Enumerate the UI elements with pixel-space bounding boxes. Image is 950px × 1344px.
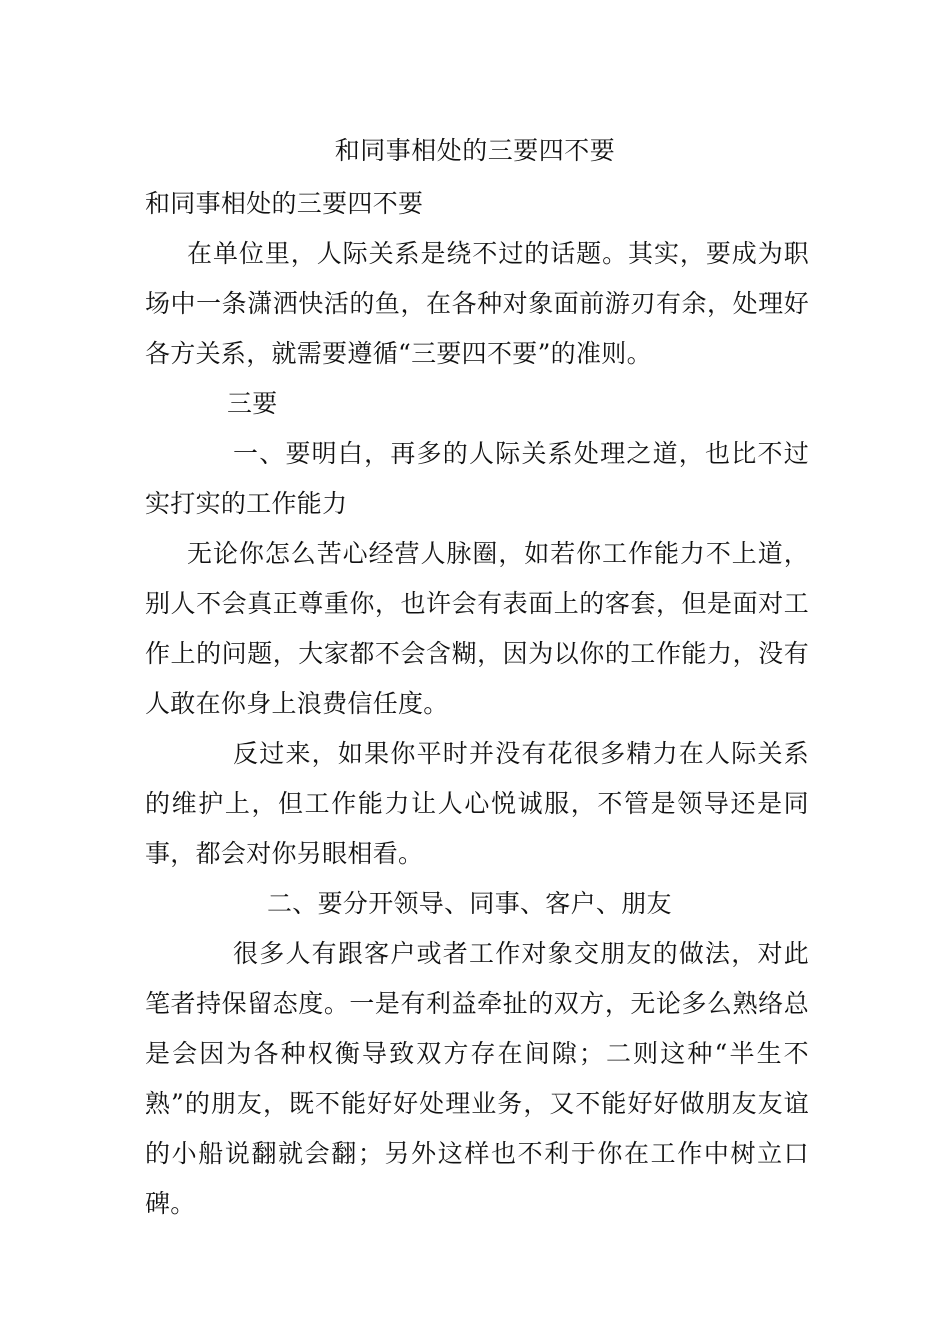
document-subtitle: 和同事相处的三要四不要 [145,189,424,218]
point-two-heading: 二、要分开领导、同事、客户、朋友 [267,889,672,918]
paragraph-intro: 在单位里，人际关系是绕不过的话题。其实，要成为职场中一条潇洒快活的鱼，在各种对象面前游刃有余，处理好各方关系，就需要遵循“三要四不要”的准则。 [145,239,809,368]
paragraph-point-two-body: 很多人有跟客户或者工作对象交朋友的做法，对此笔者持保留态度。一是有利益牵扯的双方，无论多么熟络总是会因为各种权衡导致双方存在间隙；二则这种“半生不熟”的朋友，既不能好好处理业务，又不能好好做朋友友谊的小船说翻就会翻；另外这样也不利于你在工作中树立口碑。 [145,939,809,1218]
paragraph-point-one-body-1: 无论你怎么苦心经营人脉圈，如若你工作能力不上道，别人不会真正尊重你，也许会有表面上的客套，但是面对工作上的问题，大家都不会含糊，因为以你的工作能力，没有人敢在你身上浪费信任度。 [145,539,809,718]
point-one-heading: 一、要明白，再多的人际关系处理之道，也比不过实打实的工作能力 [145,439,809,518]
document-title: 和同事相处的三要四不要 [334,136,616,165]
paragraph-point-one-body-2: 反过来，如果你平时并没有花很多精力在人际关系的维护上，但工作能力让人心悦诚服，不管是领导还是同事，都会对你另眼相看。 [145,739,809,868]
section-heading-three-musts: 三要 [227,389,278,418]
document-body [145,179,809,1229]
